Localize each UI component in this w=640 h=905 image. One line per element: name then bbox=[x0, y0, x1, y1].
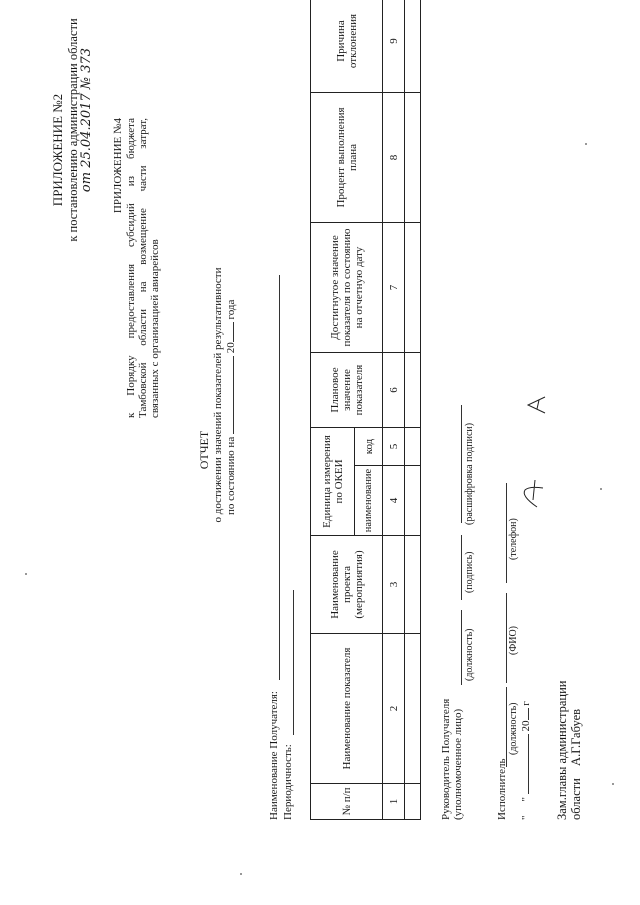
appendix-title: ПРИЛОЖЕНИЕ №2 bbox=[50, 93, 65, 207]
sub-appendix-line3: связанных с организацией авиарейсов bbox=[149, 239, 161, 418]
deputy-name: А.Г.Габуев bbox=[569, 708, 583, 766]
report-title: ОТЧЕТ bbox=[197, 430, 211, 470]
header-okei-code: код bbox=[355, 428, 383, 466]
report-subtitle: о достижении значений показателей результативности bbox=[212, 267, 224, 523]
col-number: 1 bbox=[383, 784, 405, 820]
date-line: "" 20 г bbox=[520, 701, 532, 820]
sub-appendix-line1: к Порядку предоставления субсидий из бюджета bbox=[125, 118, 137, 418]
head-sublabel: (уполномоченное лицо) bbox=[452, 708, 464, 820]
handwritten-initial bbox=[525, 393, 549, 417]
as-of-year: 20 bbox=[225, 342, 237, 354]
executor-fio-line bbox=[506, 593, 507, 683]
executor-phone-line bbox=[506, 483, 507, 583]
table-header-row bbox=[311, 0, 355, 820]
fio-caption: (ФИО) bbox=[508, 625, 519, 655]
appendix-decree-ref: к постановлению администрации области bbox=[66, 18, 80, 242]
head-signature-line bbox=[461, 535, 462, 600]
header-project: Наименование проекта (мероприятия) bbox=[311, 536, 383, 634]
table-row-numbers bbox=[383, 0, 405, 820]
report-table bbox=[310, 0, 421, 820]
executor-position-line bbox=[506, 687, 507, 767]
position-caption: (должность) bbox=[464, 628, 475, 681]
table-row-empty bbox=[405, 0, 421, 820]
col-number: 5 bbox=[383, 428, 405, 466]
col-number: 4 bbox=[383, 466, 405, 536]
col-number: 8 bbox=[383, 93, 405, 223]
signature-caption: (подпись) bbox=[464, 551, 475, 593]
header-achieved: Достигнутое значение показателя по состоянию на отчетную дату bbox=[311, 223, 383, 353]
sub-appendix-title: ПРИЛОЖЕНИЕ №4 bbox=[112, 118, 124, 214]
as-of-prefix: по состоянию на bbox=[225, 436, 237, 515]
recipient-label: Наименование Получателя: bbox=[268, 691, 280, 820]
periodicity-label: Периодичность: bbox=[282, 744, 294, 820]
date-year: 20 bbox=[520, 720, 532, 732]
col-number: 3 bbox=[383, 536, 405, 634]
sub-appendix-line2: Тамбовской области на возмещение части затрат, bbox=[137, 118, 149, 418]
header-okei-name: наименование bbox=[355, 466, 383, 536]
header-reason: Причина отклонения bbox=[311, 0, 383, 93]
periodicity-line bbox=[293, 590, 294, 735]
as-of-date-blank bbox=[233, 356, 234, 434]
head-position-line bbox=[461, 610, 462, 685]
executor-label: Исполнитель bbox=[496, 758, 508, 820]
header-planned: Плановое значение показателя bbox=[311, 353, 383, 428]
as-of-suffix: года bbox=[225, 299, 237, 320]
handwritten-check-mark bbox=[515, 470, 555, 510]
decode-caption: (расшифровка подписи) bbox=[464, 422, 475, 525]
header-indicator: Наименование показателя bbox=[311, 634, 383, 784]
header-percent: Процент выполнения плана bbox=[311, 93, 383, 223]
deputy-title: Зам.главы администрации bbox=[555, 680, 569, 820]
report-as-of bbox=[225, 300, 237, 515]
deputy-title-2: области А.Г.Габуев bbox=[569, 708, 583, 820]
executor-position-caption: (должность) bbox=[508, 702, 519, 755]
phone-caption: (телефон) bbox=[508, 518, 519, 560]
header-okei: Единица измерения по ОКЕИ bbox=[311, 428, 355, 536]
handwritten-date-number: от 25.04.2017 № 373 bbox=[79, 47, 94, 193]
col-number: 9 bbox=[383, 0, 405, 93]
date-year-suffix: г bbox=[520, 701, 532, 706]
recipient-line bbox=[279, 275, 280, 680]
head-decode-line bbox=[461, 405, 462, 523]
col-number: 7 bbox=[383, 223, 405, 353]
col-number: 2 bbox=[383, 634, 405, 784]
col-number: 6 bbox=[383, 353, 405, 428]
head-label: Руководитель Получателя bbox=[440, 698, 452, 820]
header-num: № п/п bbox=[311, 784, 383, 820]
